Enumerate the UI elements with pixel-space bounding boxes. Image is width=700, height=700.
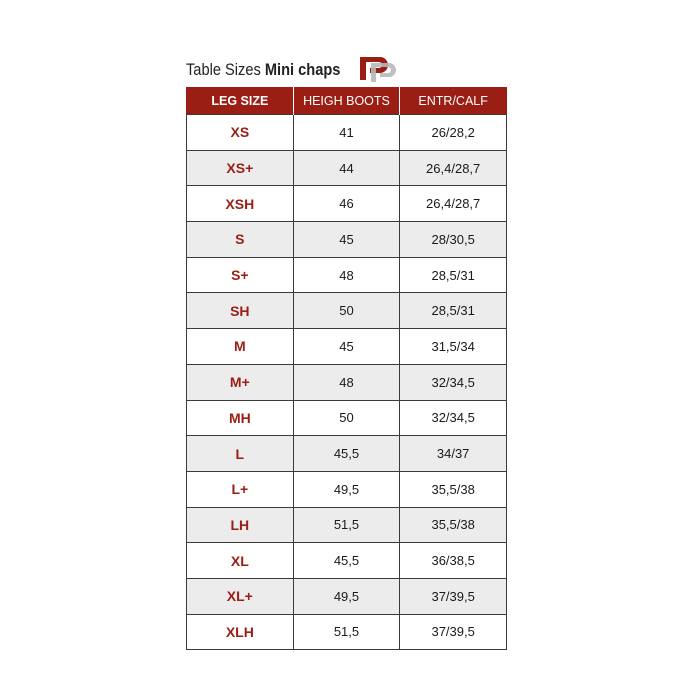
entr-calf-cell: 35,5/38 — [400, 471, 507, 507]
heigh-boots-cell: 51,5 — [293, 507, 400, 543]
table-row — [187, 150, 507, 186]
leg-size-cell: XL — [187, 543, 294, 579]
table-row — [187, 329, 507, 365]
title-text: Table Sizes — [186, 60, 261, 79]
heigh-boots-cell: 46 — [293, 186, 400, 222]
leg-size-cell: M — [187, 329, 294, 365]
heigh-boots-cell: 45,5 — [293, 543, 400, 579]
heigh-boots-cell: 44 — [293, 150, 400, 186]
column-header-heigh-boots: HEIGH BOOTS — [293, 87, 400, 115]
leg-size-cell: XS+ — [187, 150, 294, 186]
column-header-entr-calf: ENTR/CALF — [400, 87, 507, 115]
leg-size-cell: SH — [187, 293, 294, 329]
entr-calf-cell: 37/39,5 — [400, 578, 507, 614]
heigh-boots-cell: 45,5 — [293, 436, 400, 472]
table-row — [187, 400, 507, 436]
table-row — [187, 471, 507, 507]
table-row — [187, 364, 507, 400]
leg-size-cell: XLH — [187, 614, 294, 650]
entr-calf-cell: 37/39,5 — [400, 614, 507, 650]
entr-calf-cell: 26,4/28,7 — [400, 186, 507, 222]
table-row — [187, 222, 507, 258]
heigh-boots-cell: 49,5 — [293, 471, 400, 507]
heigh-boots-cell: 41 — [293, 115, 400, 151]
title-row — [186, 54, 506, 84]
leg-size-cell: XL+ — [187, 578, 294, 614]
leg-size-cell: M+ — [187, 364, 294, 400]
table-row — [187, 293, 507, 329]
heigh-boots-cell: 48 — [293, 257, 400, 293]
entr-calf-cell: 28,5/31 — [400, 257, 507, 293]
heigh-boots-cell: 45 — [293, 329, 400, 365]
table-row — [187, 257, 507, 293]
heigh-boots-cell: 51,5 — [293, 614, 400, 650]
size-table-header — [187, 87, 507, 115]
heigh-boots-cell: 50 — [293, 400, 400, 436]
leg-size-cell: XSH — [187, 186, 294, 222]
leg-size-cell: S — [187, 222, 294, 258]
pp-brand-logo-icon — [354, 54, 400, 84]
table-row — [187, 186, 507, 222]
leg-size-cell: XS — [187, 115, 294, 151]
leg-size-cell: MH — [187, 400, 294, 436]
leg-size-cell: LH — [187, 507, 294, 543]
heigh-boots-cell: 45 — [293, 222, 400, 258]
entr-calf-cell: 28,5/31 — [400, 293, 507, 329]
entr-calf-cell: 28/30,5 — [400, 222, 507, 258]
table-row — [187, 115, 507, 151]
heigh-boots-cell: 48 — [293, 364, 400, 400]
entr-calf-cell: 31,5/34 — [400, 329, 507, 365]
entr-calf-cell: 32/34,5 — [400, 400, 507, 436]
entr-calf-cell: 26,4/28,7 — [400, 150, 507, 186]
leg-size-cell: L+ — [187, 471, 294, 507]
heigh-boots-cell: 49,5 — [293, 578, 400, 614]
size-table — [186, 87, 507, 650]
heigh-boots-cell: 50 — [293, 293, 400, 329]
leg-size-cell: S+ — [187, 257, 294, 293]
page-title — [186, 60, 340, 80]
table-row — [187, 507, 507, 543]
entr-calf-cell: 32/34,5 — [400, 364, 507, 400]
entr-calf-cell: 36/38,5 — [400, 543, 507, 579]
table-row — [187, 578, 507, 614]
entr-calf-cell: 35,5/38 — [400, 507, 507, 543]
table-row — [187, 614, 507, 650]
leg-size-cell: L — [187, 436, 294, 472]
table-row — [187, 543, 507, 579]
entr-calf-cell: 26/28,2 — [400, 115, 507, 151]
entr-calf-cell: 34/37 — [400, 436, 507, 472]
title-product-name: Mini chaps — [264, 60, 341, 79]
column-header-leg-size: LEG SIZE — [187, 87, 294, 115]
table-row — [187, 436, 507, 472]
